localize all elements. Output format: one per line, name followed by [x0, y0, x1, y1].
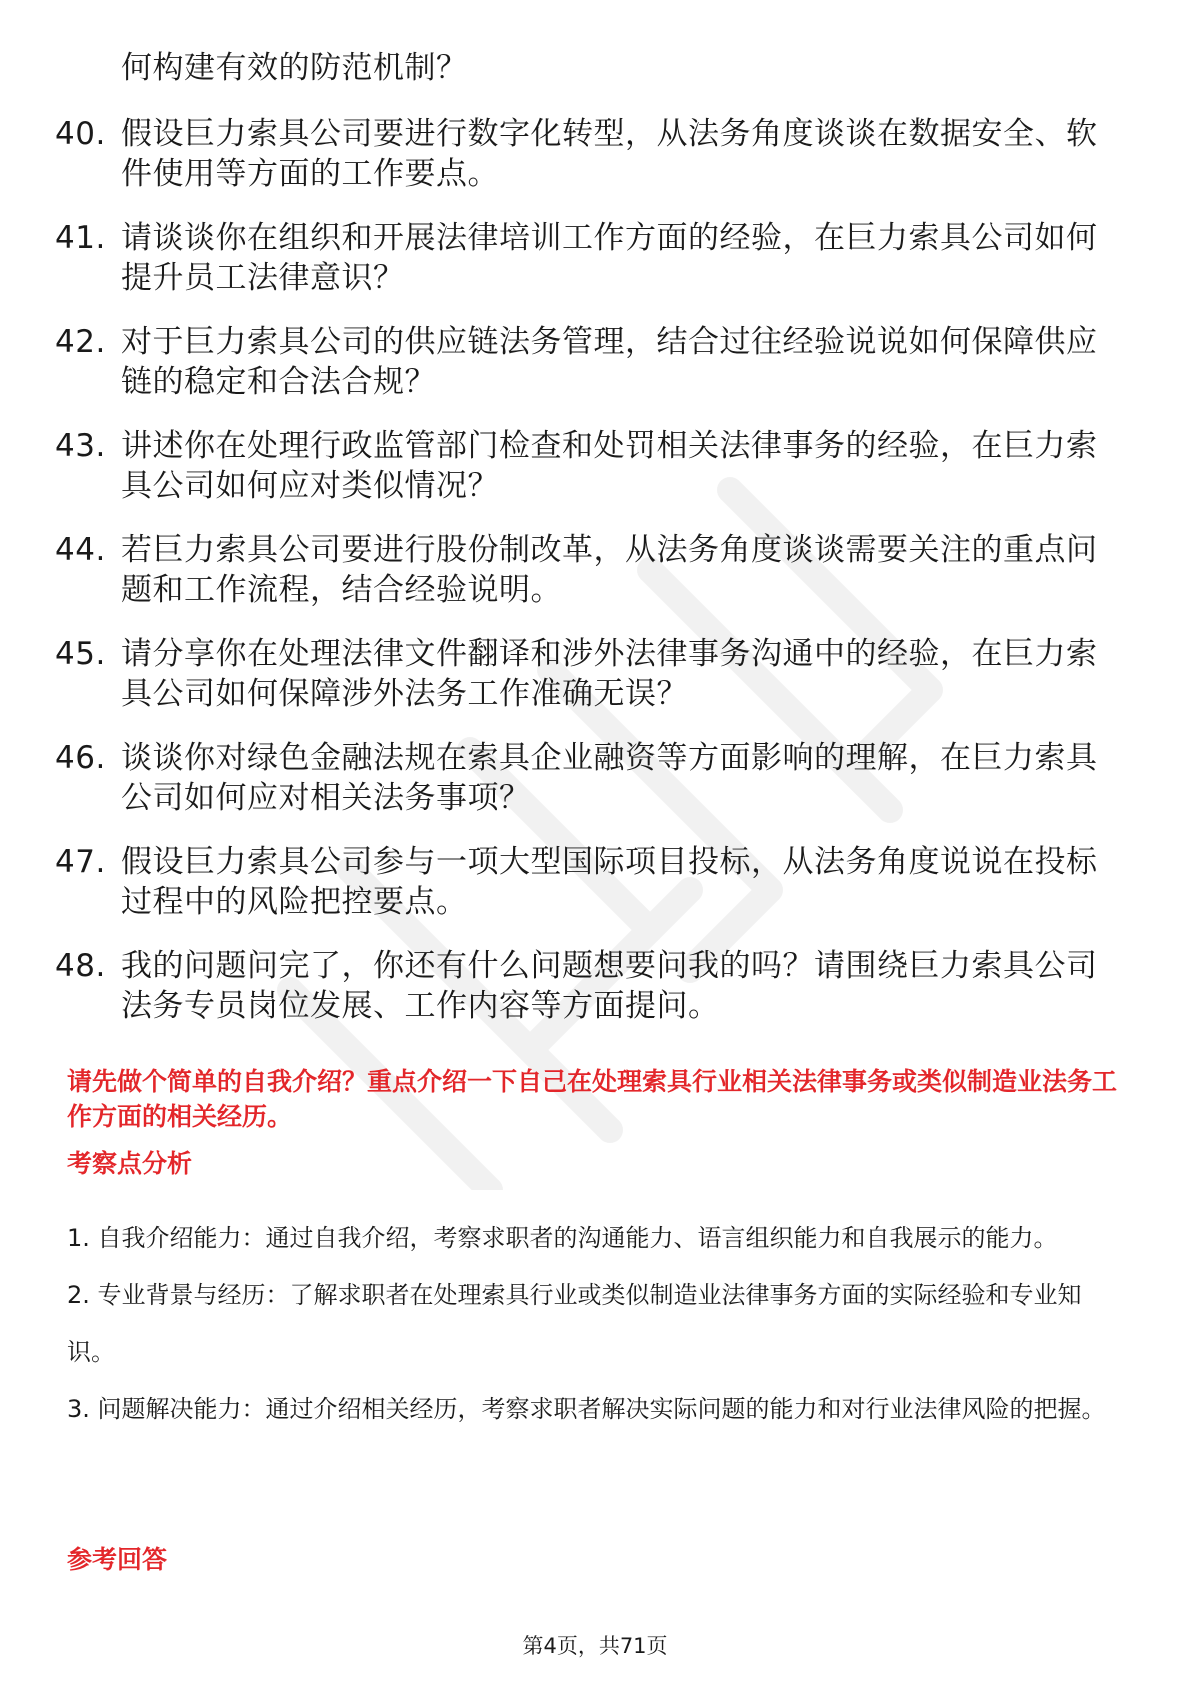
- question-number: 44.: [55, 532, 106, 568]
- question-text: 请谈谈你在组织和开展法律培训工作方面的经验，在巨力索具公司如何提升员工法律意识？: [121, 220, 1098, 296]
- question-item: [55, 114, 1125, 194]
- question-text: 我的问题问完了，你还有什么问题想要问我的吗？请围绕巨力索具公司法务专员岗位发展、工作内容等方面提问。: [121, 948, 1098, 1024]
- question-number: 47.: [55, 844, 106, 880]
- question-continuation: 何构建有效的防范机制？: [121, 50, 468, 86]
- question-item: [55, 426, 1125, 506]
- analysis-item: 1. 自我介绍能力：通过自我介绍，考察求职者的沟通能力、语言组织能力和自我展示的能力。: [67, 1224, 1058, 1252]
- question-text: 谈谈你对绿色金融法规在索具企业融资等方面影响的理解，在巨力索具公司如何应对相关法务事项？: [121, 740, 1098, 816]
- highlight-question: 请先做个简单的自我介绍？重点介绍一下自己在处理索具行业相关法律事务或类似制造业法务工作方面的相关经历。: [67, 1067, 1118, 1131]
- question-text: 讲述你在处理行政监管部门检查和处罚相关法律事务的经验，在巨力索具公司如何应对类似情况？: [121, 428, 1098, 504]
- answer-heading: 参考回答: [67, 1545, 168, 1574]
- question-number: 45.: [55, 636, 106, 672]
- question-item: [55, 322, 1125, 402]
- question-list: [55, 48, 1125, 1050]
- question-text: 假设巨力索具公司要进行数字化转型，从法务角度谈谈在数据安全、软件使用等方面的工作要点。: [121, 116, 1098, 192]
- question-item: [55, 946, 1125, 1026]
- question-item: [55, 634, 1125, 714]
- question-number: 46.: [55, 740, 106, 776]
- question-number: 48.: [55, 948, 106, 984]
- question-text: 请分享你在处理法律文件翻译和涉外法律事务沟通中的经验，在巨力索具公司如何保障涉外法务工作准确无误？: [121, 636, 1098, 712]
- analysis-item: 3. 问题解决能力：通过介绍相关经历，考察求职者解决实际问题的能力和对行业法律风险的把握。: [67, 1395, 1106, 1423]
- question-item: [55, 842, 1125, 922]
- analysis-heading: 考察点分析: [67, 1149, 193, 1178]
- question-text: 若巨力索具公司要进行股份制改革，从法务角度谈谈需要关注的重点问题和工作流程，结合经验说明。: [121, 532, 1098, 608]
- question-item: [55, 530, 1125, 610]
- question-number: 42.: [55, 324, 106, 360]
- page-footer: 第4页，共71页: [522, 1634, 668, 1658]
- question-number: 41.: [55, 220, 106, 256]
- question-item: [55, 218, 1125, 298]
- question-text: 假设巨力索具公司参与一项大型国际项目投标，从法务角度说说在投标过程中的风险把控要点。: [121, 844, 1098, 920]
- analysis-item: 2. 专业背景与经历：了解求职者在处理索具行业或类似制造业法律事务方面的实际经验和专业知识。: [67, 1281, 1082, 1366]
- analysis-list: [67, 1210, 1127, 1438]
- question-item: [55, 738, 1125, 818]
- question-number: 43.: [55, 428, 106, 464]
- question-text: 对于巨力索具公司的供应链法务管理，结合过往经验说说如何保障供应链的稳定和合法合规？: [121, 324, 1098, 400]
- question-number: 40.: [55, 116, 106, 152]
